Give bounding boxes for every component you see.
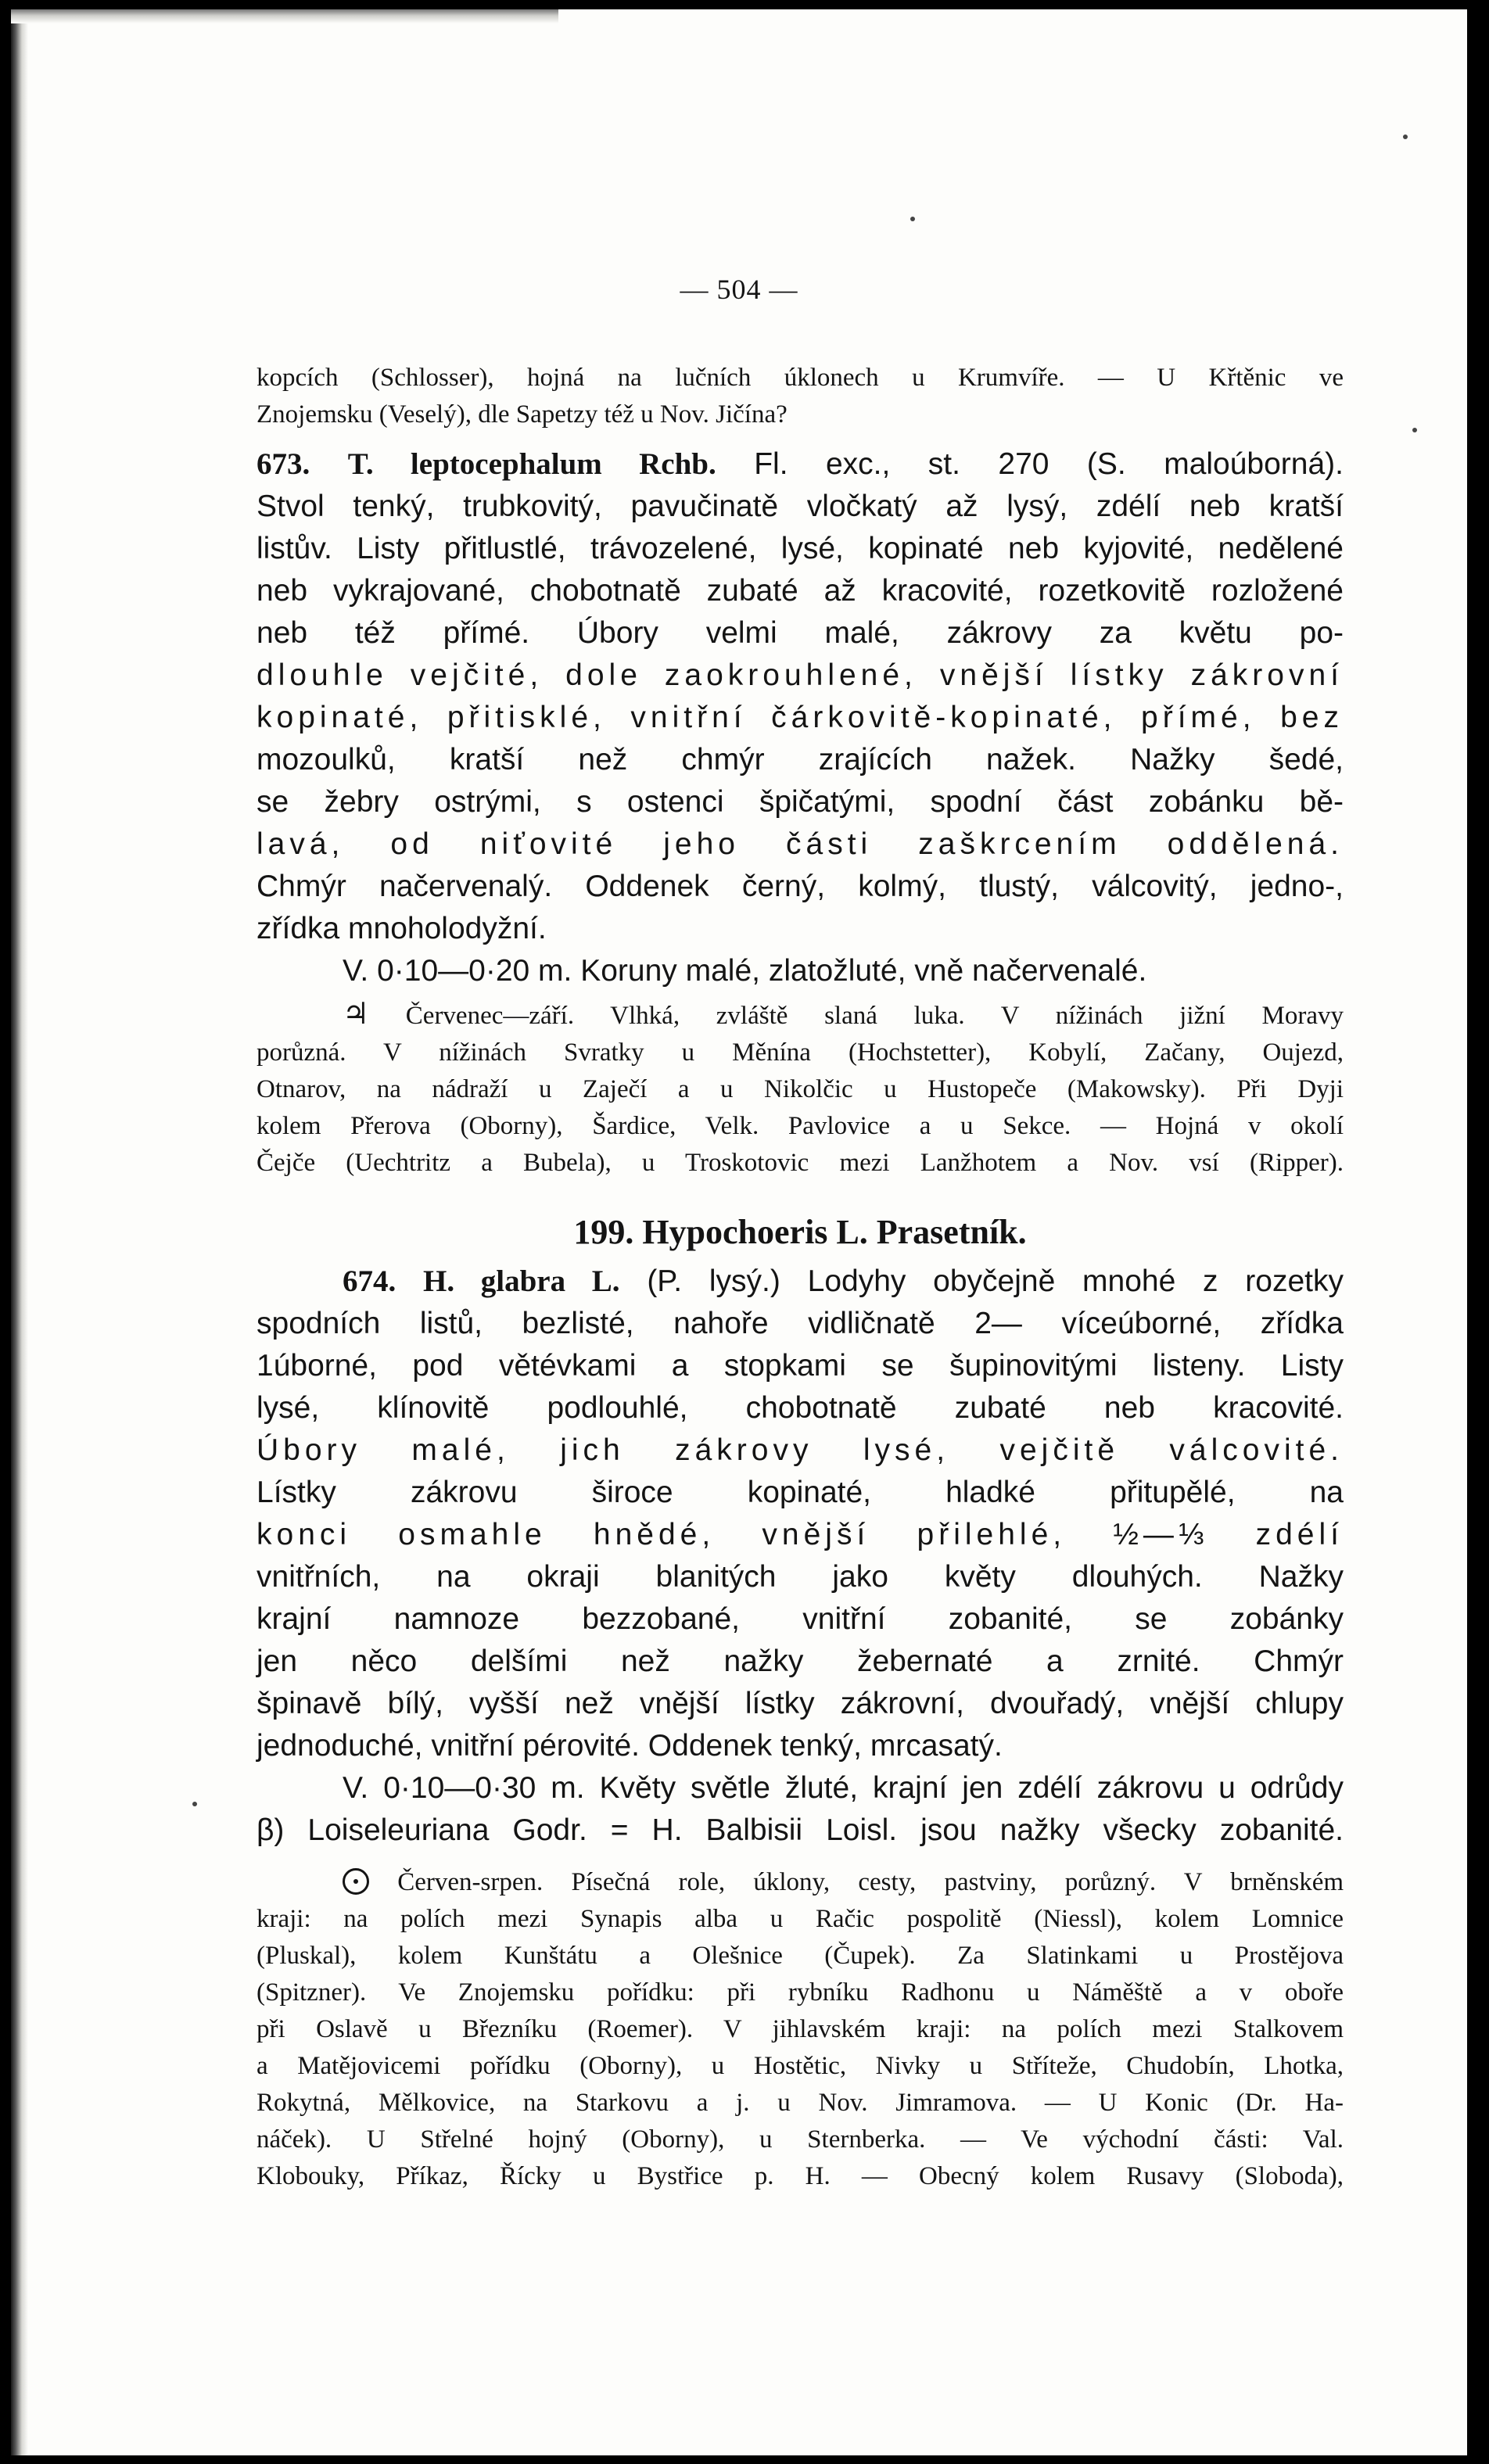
page-binding-edge [11,9,28,2455]
species-674-lead-text: (P. lysý.) Lodyhy obyčejně mnohé z rozetky [647,1264,1344,1298]
species-674-heading-line [257,1261,1344,1303]
text-line [257,1864,1344,1901]
text-line: neb vykrajované, chobotnatě zubaté až kracovité, rozetkovitě rozložené [257,574,1344,608]
species-674-description [257,1261,1344,1852]
ink-speck [910,217,915,221]
text-line: se žebry ostrými, s ostenci špičatými, spodní část zobánku bě- [257,785,1344,819]
genus-heading: 199. Hypochoeris L. Prasetník. [573,1213,1027,1251]
species-673-reference: Fl. exc., st. 270 (S. maloúborná). [754,447,1344,481]
text-line: 1úborné, pod větévkami a stopkami se šupinovitými listeny. Listy [257,1349,1344,1383]
text-line: špinavě bílý, vyšší než vnější lístky zákrovní, dvouřadý, vnější chlupy [257,1687,1344,1720]
text-line: spodních listů, bezlisté, nahoře vidličnatě 2— víceúborné, zřídka [257,1307,1344,1340]
text-line: jen něco delšími než nažky žebernaté a zrnité. Chmýr [257,1644,1344,1678]
scan-smudge [11,9,558,23]
species-674-size-line: V. 0·10—0·30 m. Květy světle žluté, krajní jen zdélí zákrovu u odrůdy [343,1771,1344,1805]
text-line: Klobouky, Příkaz, Řícky u Bystřice p. H. — Obecný kolem Rusavy (Sloboda), [257,2162,1344,2190]
text-line: lysé, klínovitě podlouhlé, chobotnatě zubaté neb kracovité. [257,1391,1344,1425]
species-673-heading-line [257,443,1344,486]
species-673-number: 673. [257,447,310,481]
species-674-variety-line: β) Loiseleuriana Godr. = H. Balbisii Loisl. jsou nažky všecky zobanité. [257,1813,1344,1847]
text-line: Úbory malé, jich zákrovy lysé, vejčitě válcovité. [257,1433,1344,1467]
text-line: mozoulků, kratší než chmýr zrajících nažek. Nažky šedé, [257,743,1344,777]
text-line: při Oslavě u Březníku (Roemer). V jihlavském kraji: na polích mezi Stalkovem [257,2015,1344,2043]
text-line: vnitřních, na okraji blanitých jako květy dlouhých. Nažky [257,1560,1344,1594]
text-line: (Pluskal), kolem Kunštátu a Olešnice (Čupek). Za Slatinkami u Prostějova [257,1942,1344,1970]
text-line: kopinaté, přitisklé, vnitřní čárkovitě-kopinaté, přímé, bez [257,701,1344,734]
text-line: krajní namnoze bezzobané, vnitřní zobanité, se zobánky [257,1602,1344,1636]
text-line: Chmýr načervenalý. Oddenek černý, kolmý, tlustý, válcovitý, jedno-, [257,870,1344,903]
text-line: konci osmahle hnědé, vnější přilehlé, ½—⅓ zdélí [257,1518,1344,1551]
species-673-name: T. leptocephalum Rchb. [347,447,716,481]
text-line: (Spitzner). Ve Znojemsku pořídku: při rybníku Radhonu u Náměště a v oboře [257,1978,1344,2007]
text-line: kraji: na polích mezi Synapis alba u Račic pospolitě (Niessl), kolem Lomnice [257,1905,1344,1933]
text-line [257,996,1344,1035]
text-line: zřídka mnoholodyžní. [257,912,547,945]
text-line: dlouhle vejčité, dole zaokrouhlené, vnější lístky zákrovní [257,658,1344,692]
text-line: a Matějovicemi pořídku (Oborny), u Hostětic, Nivky u Stříteže, Chudobín, Lhotka, [257,2052,1344,2080]
habitat-text: Červen-srpen. Písečná role, úklony, cesty, pastviny, porůzný. V brněnském [397,1868,1344,1896]
text-line: neb též přímé. Úbory velmi malé, zákrovy za květu po- [257,616,1344,650]
text-line: Otnarov, na nádraží u Zaječí a u Nikolčic u Hustopeče (Makowsky). Při Dyji [257,1075,1344,1103]
text-line: Rokytná, Mělkovice, na Starkovu a j. u Nov. Jimramova. — U Konic (Dr. Ha- [257,2089,1344,2117]
species-674-number: 674. [343,1264,396,1298]
ink-speck [192,1802,197,1806]
species-674-name: H. glabra L. [423,1264,620,1298]
text-line: Lístky zákrovu široce kopinaté, hladké přitupělé, na [257,1476,1344,1509]
text-line: porůzná. V nížinách Svratky u Měnína (Hochstetter), Kobylí, Začany, Oujezd, [257,1038,1344,1067]
text-line: náček). U Střelné hojný (Oborny), u Sternberka. — Ve východní části: Val. [257,2125,1344,2154]
text-line: lavá, od niťovité jeho části zaškrcením oddělená. [257,827,1344,861]
genus-heading-block [257,1209,1344,1256]
species-673-description [257,443,1344,992]
page-number: — 504 — [680,274,798,305]
species-673-size-line: V. 0·10—0·20 m. Koruny malé, zlatožluté, vně načervenalé. [343,954,1147,988]
text-line: Čejče (Uechtritz a Bubela), u Troskotovic mezi Lanžhotem a Nov. vsí (Ripper). [257,1149,1344,1177]
habitat-text: Červenec—září. Vlhká, zvláště slaná luka. V nížinách jižní Moravy [405,1002,1344,1030]
text-line: jednoduché, vnitřní pérovité. Oddenek tenký, mrcasatý. [257,1729,1003,1763]
ink-speck [1403,134,1408,139]
scanned-page [11,9,1467,2455]
text-line: kolem Přerova (Oborny), Šardice, Velk. Pavlovice a u Sekce. — Hojná v okolí [257,1112,1344,1140]
annual-symbol-icon [343,1868,369,1895]
ink-speck [1412,428,1417,432]
perennial-symbol-icon: ♃ [343,998,370,1031]
text-line: kopcích (Schlosser), hojná na lučních úklonech u Krumvíře. — U Křtěnic ve [257,364,1344,392]
text-line: Znojemsku (Veselý), dle Sapetzy též u Nov. Jičína? [257,400,788,429]
text-line: Stvol tenký, trubkovitý, pavučinatě vločkatý až lysý, zdélí neb kratší [257,490,1344,523]
text-line: listův. Listy přitlustlé, trávozelené, lysé, kopinaté neb kyjovité, nedělené [257,532,1344,565]
species-673-habitat [257,996,1344,1182]
species-674-habitat [257,1864,1344,2195]
intro-paragraph [257,360,1344,433]
